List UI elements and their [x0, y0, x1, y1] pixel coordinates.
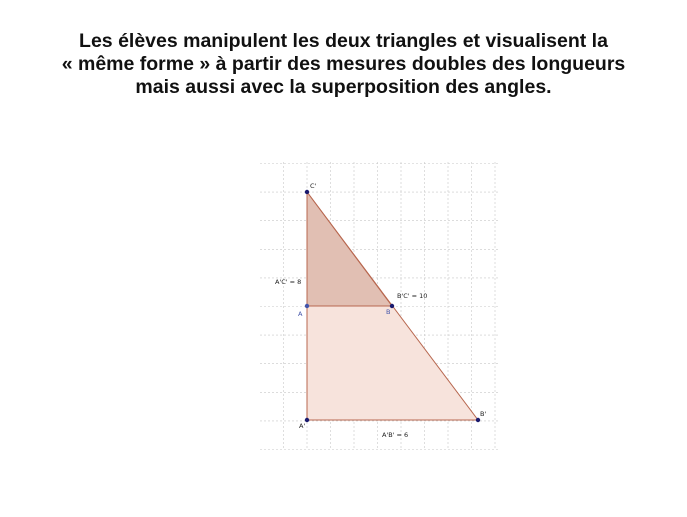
measure-a-b: A'B' = 6 [382, 431, 409, 439]
title-line-2: « même forme » à partir des mesures doubles des longueurs [61, 53, 626, 75]
point-a-prime[interactable] [305, 418, 309, 422]
label-a: A [298, 310, 303, 318]
title-line-1: Les élèves manipulent les deux triangles et visualisent la [79, 30, 608, 52]
point-b-prime[interactable] [476, 418, 480, 422]
point-a[interactable] [305, 304, 309, 308]
label-b: B [386, 308, 391, 316]
measure-b-c: B'C' = 10 [397, 292, 428, 300]
label-a-prime: A' [299, 422, 306, 430]
small-triangle [307, 192, 392, 306]
title-line-3: mais aussi avec la superposition des angles. [135, 76, 552, 98]
label-b-prime: B' [480, 410, 487, 418]
point-c-prime[interactable] [305, 190, 309, 194]
measure-a-c: A'C' = 8 [275, 278, 302, 286]
label-c-prime: C' [310, 182, 317, 190]
